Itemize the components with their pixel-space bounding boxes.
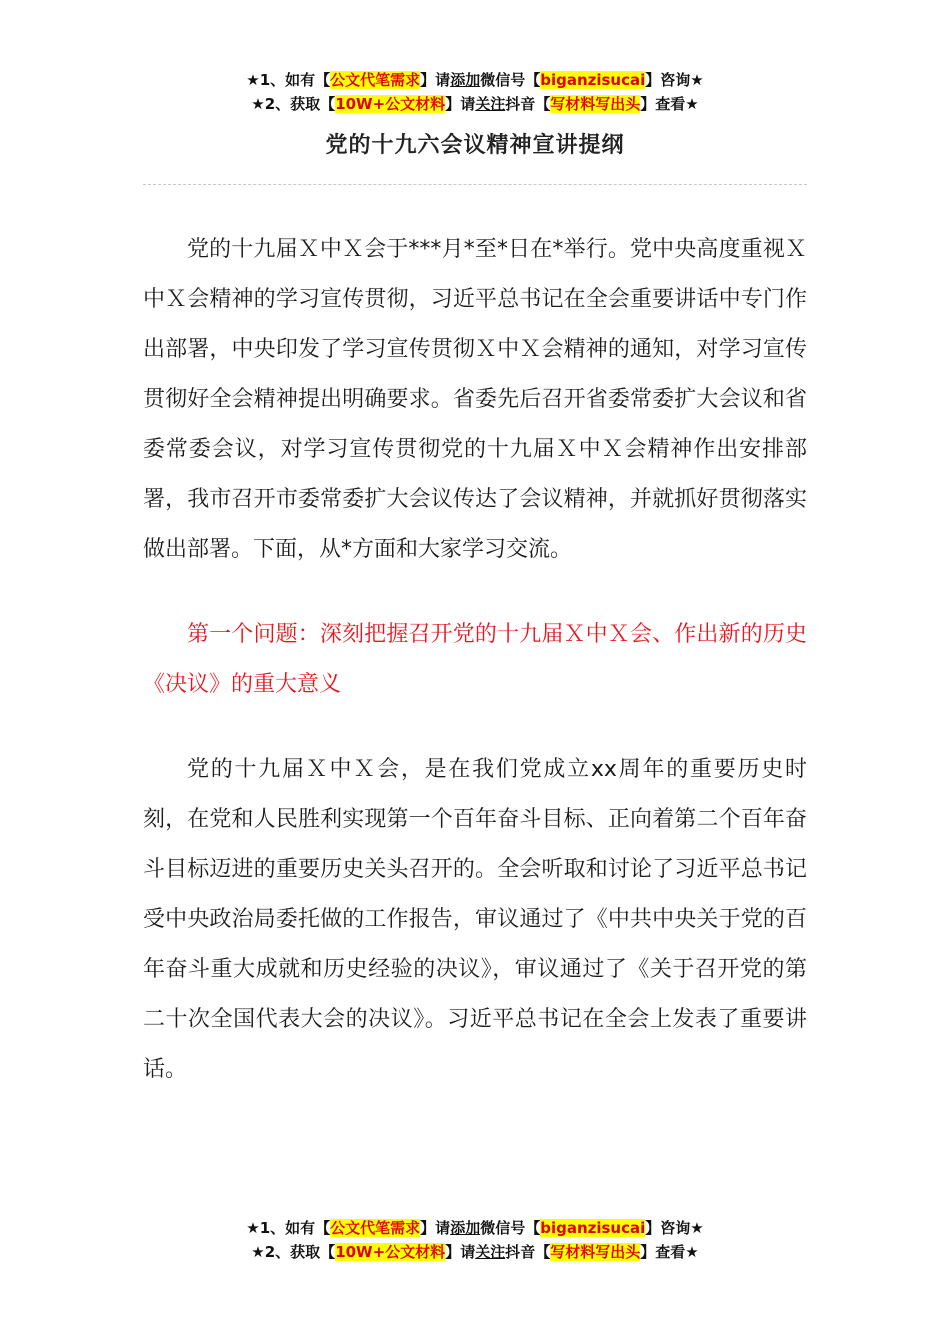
banner-text: 】请 [420,1219,451,1237]
banner-text: 】咨询★ [645,71,704,89]
star-icon: ★ [246,1219,260,1237]
banner-text: 】查看★ [640,95,699,113]
highlight-service: 公文代笔需求 [330,1219,421,1237]
star-icon: ★ [246,71,260,89]
banner-text: 2、获取【 [264,1243,336,1261]
underlined-text: 添加 [450,1219,481,1237]
banner-text: 微信号【 [480,1219,541,1237]
banner-line-2 [0,1240,950,1264]
body-paragraph: 党的十九届Ｘ中Ｘ会，是在我们党成立xx周年的重要历史时刻，在党和人民胜利实现第一个百年奋斗目标、正向着第二个百年奋斗目标迈进的重要历史关头召开的。全会听取和讨论了习近平总书记受中央政治局委托做的工作报告，审议通过了《中共中央关于党的百年奋斗重大成就和历史经验的决议》，审议通过了《关于召开党的第二十次全国代表大会的决议》。习近平总书记在全会上发表了重要讲话。 [143,757,807,1082]
underlined-text: 关注 [475,1243,506,1261]
star-icon: ★ [251,95,265,113]
banner-line-2 [0,92,950,116]
banner-line-1 [0,68,950,92]
banner-text: 】咨询★ [645,1219,704,1237]
section-heading: 第一个问题：深刻把握召开党的十九届Ｘ中Ｘ会、作出新的历史《决议》的重大意义 [143,622,807,697]
banner-line-1 [0,1216,950,1240]
highlight-materials: 10W+公文材料 [335,95,446,113]
highlight-douyin-account: 写材料写出头 [550,95,641,113]
highlight-wechat-id: biganzisucai [540,71,646,89]
highlight-wechat-id: biganzisucai [540,1219,646,1237]
document-title: 党的十九六会议精神宣讲提纲 [325,133,625,158]
underlined-text: 添加 [450,71,481,89]
footer-banner [0,1216,950,1264]
banner-text: 1、如有【 [259,1219,331,1237]
highlight-materials: 10W+公文材料 [335,1243,446,1261]
intro-paragraph: 党的十九届Ｘ中Ｘ会于***月*至*日在*举行。党中央高度重视Ｘ中Ｘ会精神的学习宣传贯彻，习近平总书记在全会重要讲话中专门作出部署，中央印发了学习宣传贯彻Ｘ中Ｘ会精神的通知，对学习宣传贯彻好全会精神提出明确要求。省委先后召开省委常委扩大会议和省委常委会议，对学习宣传贯彻党的十九届Ｘ中Ｘ会精神作出安排部署，我市召开市委常委扩大会议传达了会议精神，并就抓好贯彻落实做出部署。下面，从*方面和大家学习交流。 [143,237,807,562]
banner-text: 】请 [445,95,476,113]
star-icon: ★ [251,1243,265,1261]
banner-text: 2、获取【 [264,95,336,113]
dashed-divider [143,184,807,185]
banner-text: 抖音【 [505,95,551,113]
highlight-douyin-account: 写材料写出头 [550,1243,641,1261]
banner-text: 微信号【 [480,71,541,89]
header-banner [0,68,950,116]
highlight-service: 公文代笔需求 [330,71,421,89]
banner-text: 】请 [445,1243,476,1261]
banner-text: 】查看★ [640,1243,699,1261]
banner-text: 】请 [420,71,451,89]
banner-text: 抖音【 [505,1243,551,1261]
banner-text: 1、如有【 [259,71,331,89]
underlined-text: 关注 [475,95,506,113]
